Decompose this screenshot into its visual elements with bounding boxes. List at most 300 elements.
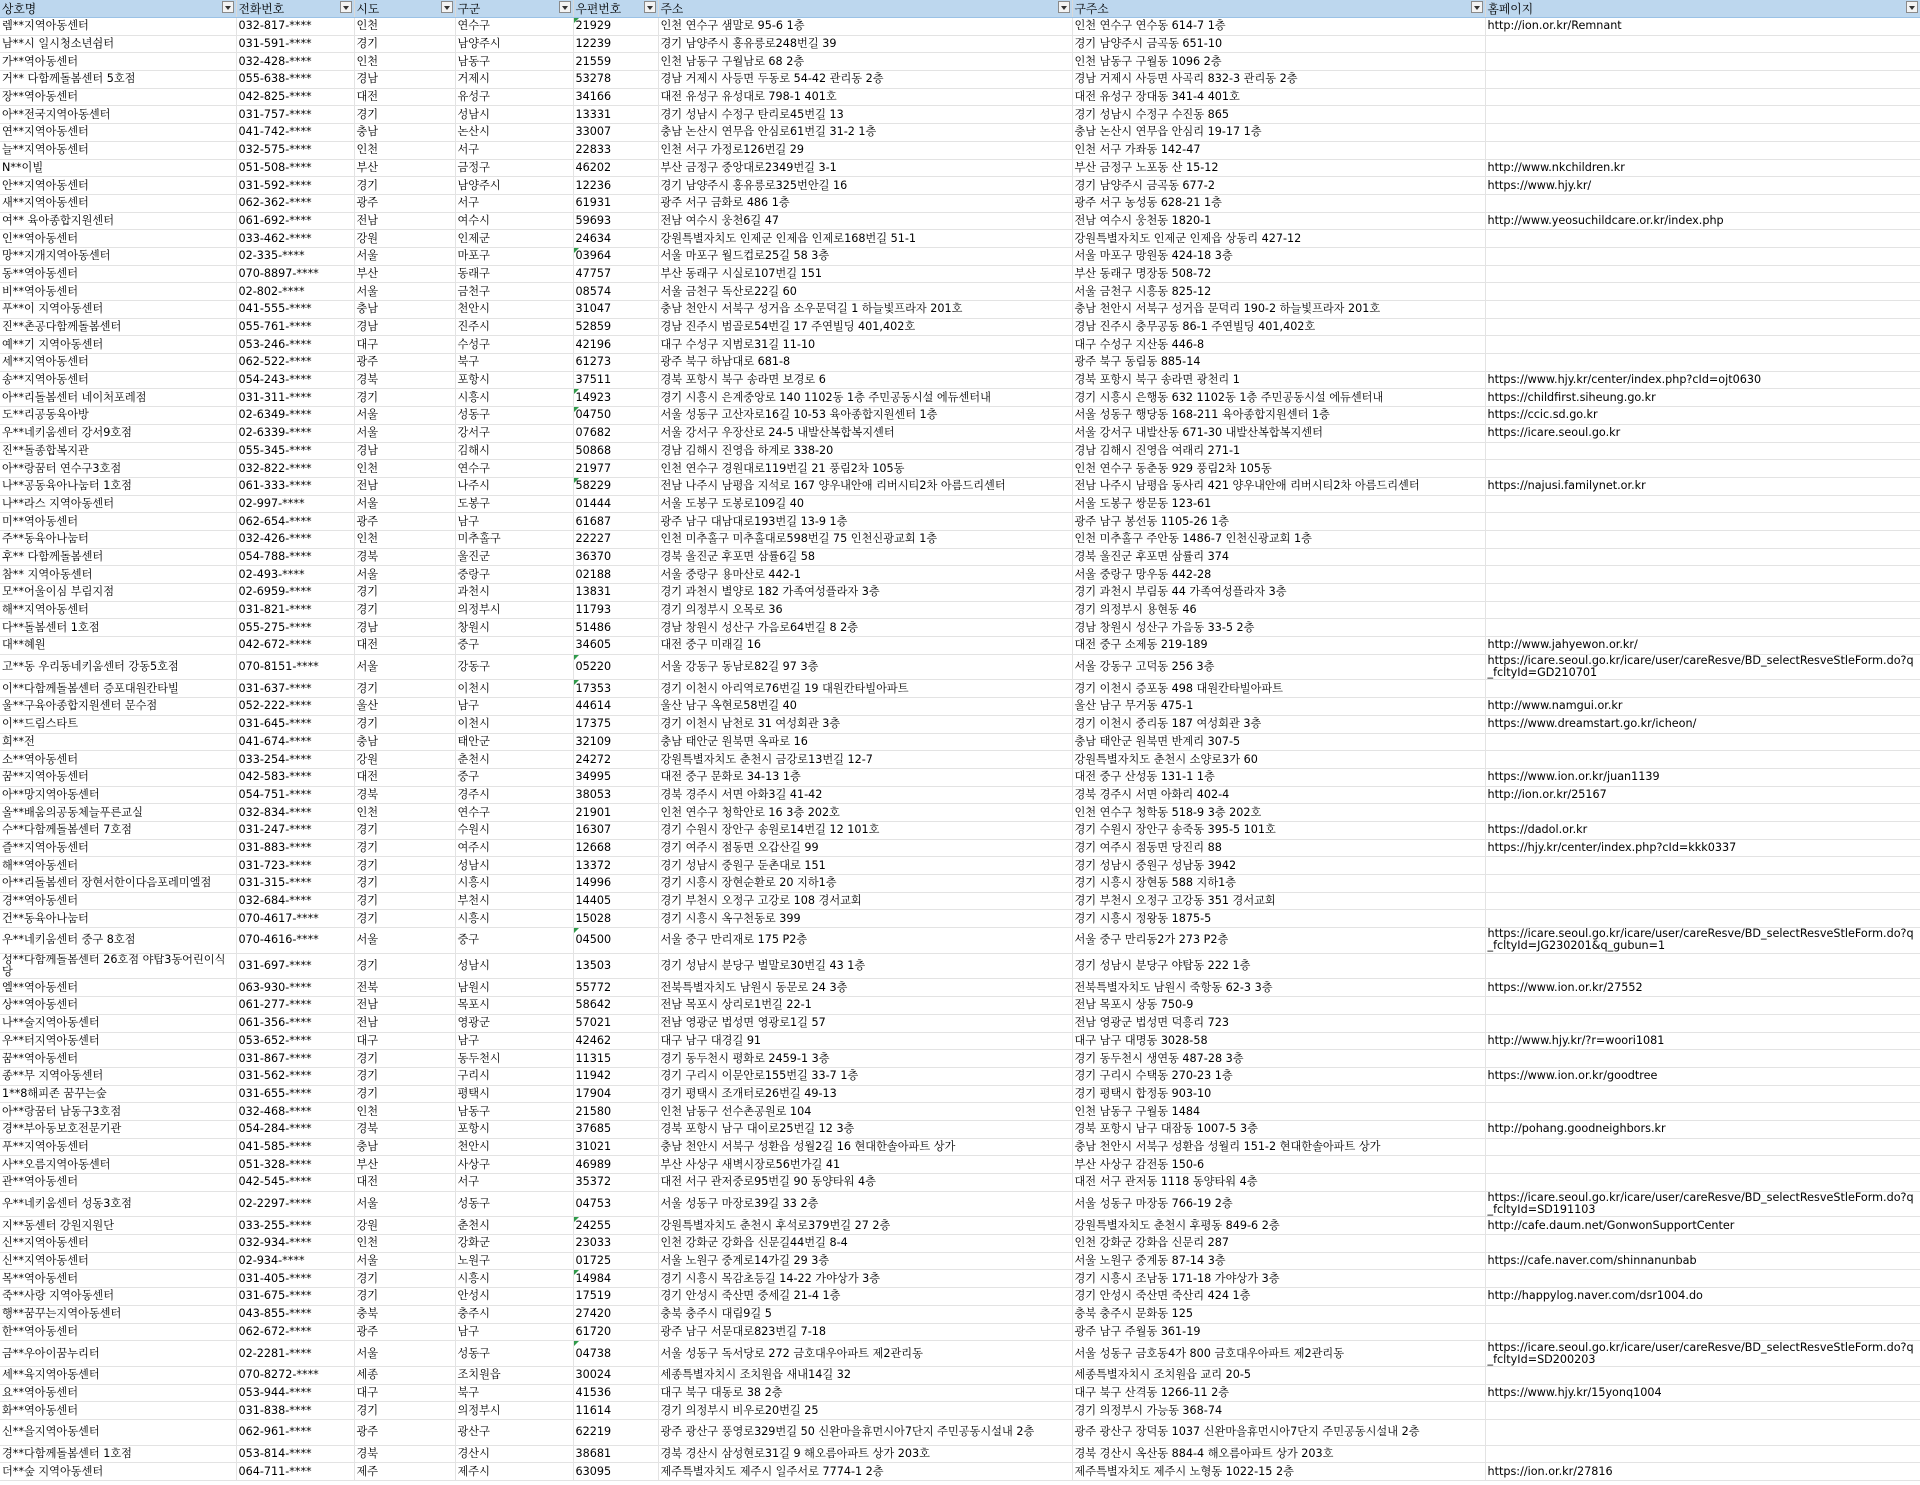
cell-phone[interactable]: 055-275-**** — [236, 619, 354, 637]
cell-sido[interactable]: 충남 — [354, 124, 455, 142]
cell-phone[interactable]: 032-934-**** — [236, 1235, 354, 1253]
cell-homepage[interactable]: http://www.yeosuchildcare.or.kr/index.php — [1485, 212, 1920, 230]
cell-old-address[interactable]: 서울 강서구 내발산동 671-30 내발산복합복지센터 — [1072, 424, 1485, 442]
cell-sido[interactable]: 경기 — [354, 1085, 455, 1103]
cell-phone[interactable]: 032-468-**** — [236, 1103, 354, 1121]
cell-name[interactable]: 화**역아동센터 — [0, 1402, 236, 1420]
cell-zipcode[interactable]: 31047 — [573, 301, 658, 319]
cell-gugun[interactable]: 동래구 — [455, 265, 573, 283]
cell-phone[interactable]: 061-277-**** — [236, 997, 354, 1015]
cell-gugun[interactable]: 서구 — [455, 194, 573, 212]
cell-gugun[interactable]: 남동구 — [455, 1103, 573, 1121]
cell-name[interactable]: 우**네키움센터 중구 8호점 — [0, 928, 236, 954]
cell-address[interactable]: 경북 경산시 삼성현로31길 9 해오름아파트 상가 203호 — [658, 1445, 1072, 1463]
cell-sido[interactable]: 전남 — [354, 212, 455, 230]
cell-old-address[interactable]: 세종특별자치시 조치원읍 교리 20-5 — [1072, 1366, 1485, 1384]
cell-address[interactable]: 부산 금정구 중앙대로2349번길 3-1 — [658, 159, 1072, 177]
cell-name[interactable]: 진**촌공다함께돌봄센터 — [0, 318, 236, 336]
cell-name[interactable]: 아**망지역아동센터 — [0, 786, 236, 804]
cell-sido[interactable]: 경기 — [354, 875, 455, 893]
cell-old-address[interactable]: 서울 성동구 금호동4가 800 금호대우아파트 제2관리동 — [1072, 1341, 1485, 1367]
cell-address[interactable]: 부산 사상구 새벽시장로56번가길 41 — [658, 1156, 1072, 1174]
column-header-homepage[interactable] — [1485, 0, 1920, 18]
cell-sido[interactable]: 경기 — [354, 601, 455, 619]
cell-sido[interactable]: 대전 — [354, 637, 455, 655]
cell-sido[interactable]: 인천 — [354, 18, 455, 36]
cell-gugun[interactable]: 성남시 — [455, 953, 573, 979]
cell-gugun[interactable]: 영광군 — [455, 1014, 573, 1032]
cell-gugun[interactable]: 금정구 — [455, 159, 573, 177]
cell-name[interactable]: 경**역아동센터 — [0, 892, 236, 910]
cell-address[interactable]: 경남 창원시 성산구 가음로64번길 8 2층 — [658, 619, 1072, 637]
cell-gugun[interactable]: 구리시 — [455, 1067, 573, 1085]
cell-address[interactable]: 전북특별자치도 남원시 동문로 24 3층 — [658, 979, 1072, 997]
filter-dropdown-icon[interactable] — [1906, 1, 1918, 13]
cell-phone[interactable]: 031-591-**** — [236, 35, 354, 53]
cell-homepage[interactable] — [1485, 106, 1920, 124]
cell-address[interactable]: 전남 나주시 남평읍 지석로 167 양우내안애 리버시티2차 아름드리센터 — [658, 477, 1072, 495]
cell-homepage[interactable] — [1485, 1445, 1920, 1463]
cell-homepage[interactable]: http://www.nkchildren.kr — [1485, 159, 1920, 177]
cell-phone[interactable]: 031-655-**** — [236, 1085, 354, 1103]
cell-address[interactable]: 경기 시흥시 옥구천동로 399 — [658, 910, 1072, 928]
cell-homepage[interactable] — [1485, 530, 1920, 548]
cell-zipcode[interactable]: 61273 — [573, 354, 658, 372]
cell-address[interactable]: 광주 서구 금화로 486 1층 — [658, 194, 1072, 212]
cell-address[interactable]: 인천 미추홀구 미추홀대로598번길 75 인천신광교회 1층 — [658, 530, 1072, 548]
cell-gugun[interactable]: 남구 — [455, 698, 573, 716]
cell-homepage[interactable] — [1485, 1323, 1920, 1341]
cell-homepage[interactable] — [1485, 1014, 1920, 1032]
cell-address[interactable]: 경북 포항시 남구 대이로25번길 12 3층 — [658, 1120, 1072, 1138]
column-header-phone[interactable] — [236, 0, 354, 18]
cell-sido[interactable]: 광주 — [354, 354, 455, 372]
cell-old-address[interactable]: 경기 부천시 오정구 고강동 351 경서교회 — [1072, 892, 1485, 910]
cell-sido[interactable]: 인천 — [354, 530, 455, 548]
cell-gugun[interactable]: 시흥시 — [455, 910, 573, 928]
cell-sido[interactable]: 충북 — [354, 1305, 455, 1323]
cell-old-address[interactable]: 경기 안성시 죽산면 죽산리 424 1층 — [1072, 1288, 1485, 1306]
cell-old-address[interactable]: 경기 평택시 합정동 903-10 — [1072, 1085, 1485, 1103]
cell-zipcode[interactable]: 04750 — [573, 407, 658, 425]
cell-old-address[interactable]: 경북 경주시 서면 아화리 402-4 — [1072, 786, 1485, 804]
cell-sido[interactable]: 경북 — [354, 548, 455, 566]
cell-phone[interactable]: 02-6959-**** — [236, 584, 354, 602]
cell-homepage[interactable] — [1485, 1156, 1920, 1174]
cell-address[interactable]: 인천 서구 가정로126번길 29 — [658, 141, 1072, 159]
cell-old-address[interactable]: 부산 금정구 노포동 산 15-12 — [1072, 159, 1485, 177]
cell-address[interactable]: 제주특별자치도 제주시 일주서로 7774-1 2층 — [658, 1463, 1072, 1481]
cell-homepage[interactable] — [1485, 997, 1920, 1015]
cell-gugun[interactable]: 서구 — [455, 141, 573, 159]
filter-dropdown-icon[interactable] — [1058, 1, 1070, 13]
cell-name[interactable]: 울**구육아종합지원센터 문수점 — [0, 698, 236, 716]
cell-gugun[interactable]: 제주시 — [455, 1463, 573, 1481]
cell-sido[interactable]: 인천 — [354, 1235, 455, 1253]
cell-phone[interactable]: 032-684-**** — [236, 892, 354, 910]
cell-old-address[interactable]: 충남 천안시 서북구 성환읍 성월리 151-2 현대한솔아파트 상가 — [1072, 1138, 1485, 1156]
cell-phone[interactable]: 031-883-**** — [236, 839, 354, 857]
cell-name[interactable]: 이**다함께돌봄센터 증포대원칸타빌 — [0, 680, 236, 698]
cell-address[interactable]: 인천 남동구 구월남로 68 2층 — [658, 53, 1072, 71]
cell-address[interactable]: 대구 북구 대동로 38 2층 — [658, 1384, 1072, 1402]
cell-address[interactable]: 서울 강서구 우장산로 24-5 내발산복합복지센터 — [658, 424, 1072, 442]
cell-old-address[interactable]: 경북 경산시 옥산동 884-4 해오름아파트 상가 203호 — [1072, 1445, 1485, 1463]
cell-gugun[interactable]: 미추홀구 — [455, 530, 573, 548]
cell-gugun[interactable]: 북구 — [455, 1384, 573, 1402]
cell-phone[interactable]: 055-638-**** — [236, 71, 354, 89]
cell-address[interactable]: 경기 시흥시 장현순환로 20 지하1층 — [658, 875, 1072, 893]
cell-homepage[interactable] — [1485, 1402, 1920, 1420]
cell-old-address[interactable]: 대구 남구 대명동 3028-58 — [1072, 1032, 1485, 1050]
cell-phone[interactable]: 062-522-**** — [236, 354, 354, 372]
cell-homepage[interactable] — [1485, 875, 1920, 893]
cell-name[interactable]: 한**역아동센터 — [0, 1323, 236, 1341]
cell-phone[interactable]: 031-562-**** — [236, 1067, 354, 1085]
cell-phone[interactable]: 032-822-**** — [236, 460, 354, 478]
cell-gugun[interactable]: 남구 — [455, 1323, 573, 1341]
cell-old-address[interactable]: 충남 논산시 연무읍 안심리 19-17 1층 — [1072, 124, 1485, 142]
cell-address[interactable]: 서울 중랑구 용마산로 442-1 — [658, 566, 1072, 584]
cell-homepage[interactable]: https://icare.seoul.go.kr — [1485, 424, 1920, 442]
cell-phone[interactable]: 031-697-**** — [236, 953, 354, 979]
cell-old-address[interactable]: 강원특별자치도 인제군 인제읍 상동리 427-12 — [1072, 230, 1485, 248]
cell-phone[interactable]: 02-6349-**** — [236, 407, 354, 425]
cell-address[interactable]: 전남 목포시 상리로1번길 22-1 — [658, 997, 1072, 1015]
cell-old-address[interactable]: 서울 마포구 망원동 424-18 3층 — [1072, 247, 1485, 265]
cell-old-address[interactable]: 경기 수원시 장안구 송죽동 395-5 101호 — [1072, 821, 1485, 839]
cell-old-address[interactable]: 전북특별자치도 남원시 죽항동 62-3 3층 — [1072, 979, 1485, 997]
cell-old-address[interactable]: 서울 성동구 마장동 766-19 2층 — [1072, 1191, 1485, 1217]
cell-old-address[interactable]: 경기 성남시 중원구 성남동 3942 — [1072, 857, 1485, 875]
cell-name[interactable]: 아**전국지역아동센터 — [0, 106, 236, 124]
cell-old-address[interactable]: 경기 남양주시 금곡동 677-2 — [1072, 177, 1485, 195]
cell-homepage[interactable] — [1485, 601, 1920, 619]
cell-address[interactable]: 서울 성동구 마장로39길 33 2층 — [658, 1191, 1072, 1217]
cell-name[interactable]: 나**공동육아나눔터 1호점 — [0, 477, 236, 495]
cell-name[interactable]: 상**역아동센터 — [0, 997, 236, 1015]
cell-gugun[interactable]: 여수시 — [455, 212, 573, 230]
cell-name[interactable]: 대**혜원 — [0, 637, 236, 655]
cell-homepage[interactable] — [1485, 584, 1920, 602]
cell-zipcode[interactable]: 35372 — [573, 1174, 658, 1192]
cell-address[interactable]: 서울 마포구 월드컵로25길 58 3층 — [658, 247, 1072, 265]
cell-name[interactable]: 해**역아동센터 — [0, 857, 236, 875]
cell-gugun[interactable]: 남구 — [455, 513, 573, 531]
cell-sido[interactable]: 경기 — [354, 389, 455, 407]
cell-gugun[interactable]: 이천시 — [455, 715, 573, 733]
cell-phone[interactable]: 033-462-**** — [236, 230, 354, 248]
cell-homepage[interactable] — [1485, 318, 1920, 336]
cell-name[interactable]: 해**지역아동센터 — [0, 601, 236, 619]
cell-old-address[interactable]: 충남 천안시 서북구 성거읍 문덕리 190-2 하늘빛프라자 201호 — [1072, 301, 1485, 319]
cell-gugun[interactable]: 평택시 — [455, 1085, 573, 1103]
cell-sido[interactable]: 서울 — [354, 247, 455, 265]
cell-old-address[interactable]: 서울 성동구 행당동 168-211 육아종합지원센터 1층 — [1072, 407, 1485, 425]
cell-sido[interactable]: 강원 — [354, 1217, 455, 1235]
cell-gugun[interactable]: 여주시 — [455, 839, 573, 857]
cell-zipcode[interactable]: 03964 — [573, 247, 658, 265]
cell-phone[interactable]: 061-333-**** — [236, 477, 354, 495]
cell-zipcode[interactable]: 62219 — [573, 1419, 658, 1445]
cell-phone[interactable]: 055-345-**** — [236, 442, 354, 460]
cell-old-address[interactable]: 서울 중구 만리동2가 273 P2층 — [1072, 928, 1485, 954]
cell-name[interactable]: 연**지역아동센터 — [0, 124, 236, 142]
cell-homepage[interactable]: https://cafe.naver.com/shinnanunbab — [1485, 1252, 1920, 1270]
cell-address[interactable]: 경북 울진군 후포면 삼률6길 58 — [658, 548, 1072, 566]
cell-old-address[interactable]: 경북 포항시 남구 대잠동 1007-5 3층 — [1072, 1120, 1485, 1138]
cell-gugun[interactable]: 거제시 — [455, 71, 573, 89]
cell-zipcode[interactable]: 57021 — [573, 1014, 658, 1032]
cell-phone[interactable]: 054-284-**** — [236, 1120, 354, 1138]
cell-name[interactable]: 아**랑꿈터 남동구3호점 — [0, 1103, 236, 1121]
cell-homepage[interactable] — [1485, 1366, 1920, 1384]
cell-homepage[interactable] — [1485, 953, 1920, 979]
cell-zipcode[interactable]: 59693 — [573, 212, 658, 230]
cell-name[interactable]: 신**지역아동센터 — [0, 1235, 236, 1253]
cell-homepage[interactable] — [1485, 495, 1920, 513]
cell-address[interactable]: 전남 여수시 웅천6길 47 — [658, 212, 1072, 230]
cell-old-address[interactable]: 경기 구리시 수택동 270-23 1층 — [1072, 1067, 1485, 1085]
cell-gugun[interactable]: 유성구 — [455, 88, 573, 106]
cell-sido[interactable]: 경남 — [354, 71, 455, 89]
cell-name[interactable]: 경**다함께돌봄센터 1호점 — [0, 1445, 236, 1463]
cell-homepage[interactable] — [1485, 1419, 1920, 1445]
cell-phone[interactable]: 031-405-**** — [236, 1270, 354, 1288]
cell-name[interactable]: 신**지역아동센터 — [0, 1252, 236, 1270]
cell-old-address[interactable]: 광주 북구 동림동 885-14 — [1072, 354, 1485, 372]
cell-phone[interactable]: 02-6339-**** — [236, 424, 354, 442]
cell-sido[interactable]: 경기 — [354, 106, 455, 124]
cell-zipcode[interactable]: 46989 — [573, 1156, 658, 1174]
cell-homepage[interactable]: http://happylog.naver.com/dsr1004.do — [1485, 1288, 1920, 1306]
cell-address[interactable]: 충남 태안군 원북면 옥파로 16 — [658, 733, 1072, 751]
cell-phone[interactable]: 033-254-**** — [236, 751, 354, 769]
cell-gugun[interactable]: 사상구 — [455, 1156, 573, 1174]
cell-zipcode[interactable]: 42196 — [573, 336, 658, 354]
filter-dropdown-icon[interactable] — [340, 1, 352, 13]
cell-phone[interactable]: 041-555-**** — [236, 301, 354, 319]
cell-sido[interactable]: 경기 — [354, 680, 455, 698]
cell-gugun[interactable]: 김해시 — [455, 442, 573, 460]
cell-sido[interactable]: 경북 — [354, 786, 455, 804]
cell-sido[interactable]: 경남 — [354, 442, 455, 460]
cell-zipcode[interactable]: 58229 — [573, 477, 658, 495]
cell-name[interactable]: 인**역아동센터 — [0, 230, 236, 248]
cell-old-address[interactable]: 광주 남구 봉선동 1105-26 1층 — [1072, 513, 1485, 531]
cell-homepage[interactable]: https://icare.seoul.go.kr/icare/user/careResve/BD_selectResveStleForm.do?q_fcltyId=JG230201&q_gubun=1 — [1485, 928, 1920, 954]
cell-old-address[interactable]: 전남 나주시 남평읍 동사리 421 양우내안애 리버시티2차 아름드리센터 — [1072, 477, 1485, 495]
cell-old-address[interactable]: 경북 울진군 후포면 삼률리 374 — [1072, 548, 1485, 566]
cell-zipcode[interactable]: 24255 — [573, 1217, 658, 1235]
cell-sido[interactable]: 인천 — [354, 1103, 455, 1121]
cell-homepage[interactable] — [1485, 194, 1920, 212]
cell-zipcode[interactable]: 17904 — [573, 1085, 658, 1103]
cell-address[interactable]: 서울 금천구 독산로22길 60 — [658, 283, 1072, 301]
cell-sido[interactable]: 경기 — [354, 953, 455, 979]
cell-gugun[interactable]: 북구 — [455, 354, 573, 372]
cell-address[interactable]: 경기 평택시 조개터로26번길 49-13 — [658, 1085, 1072, 1103]
cell-name[interactable]: 우**터지역아동센터 — [0, 1032, 236, 1050]
cell-homepage[interactable] — [1485, 1085, 1920, 1103]
cell-old-address[interactable]: 서울 도봉구 쌍문동 123-61 — [1072, 495, 1485, 513]
cell-address[interactable]: 충남 천안시 서북구 성환읍 성월2길 16 현대한솔아파트 상가 — [658, 1138, 1072, 1156]
cell-name[interactable]: 죽**사랑 지역아동센터 — [0, 1288, 236, 1306]
cell-old-address[interactable]: 인천 연수구 동춘동 929 풍림2차 105동 — [1072, 460, 1485, 478]
cell-old-address[interactable]: 인천 강화군 강화읍 신문리 287 — [1072, 1235, 1485, 1253]
cell-gugun[interactable]: 남양주시 — [455, 35, 573, 53]
cell-homepage[interactable] — [1485, 460, 1920, 478]
cell-homepage[interactable] — [1485, 354, 1920, 372]
cell-sido[interactable]: 전남 — [354, 997, 455, 1015]
cell-homepage[interactable]: https://www.ion.or.kr/juan1139 — [1485, 768, 1920, 786]
cell-gugun[interactable]: 의정부시 — [455, 1402, 573, 1420]
cell-gugun[interactable]: 남구 — [455, 1032, 573, 1050]
cell-name[interactable]: 즐**지역아동센터 — [0, 839, 236, 857]
cell-name[interactable]: 동**역아동센터 — [0, 265, 236, 283]
cell-zipcode[interactable]: 27420 — [573, 1305, 658, 1323]
cell-homepage[interactable] — [1485, 336, 1920, 354]
cell-name[interactable]: 금**우아이꿈누리터 — [0, 1341, 236, 1367]
cell-sido[interactable]: 서울 — [354, 424, 455, 442]
cell-phone[interactable]: 061-356-**** — [236, 1014, 354, 1032]
cell-old-address[interactable]: 인천 연수구 청학동 518-9 3층 202호 — [1072, 804, 1485, 822]
cell-phone[interactable]: 051-328-**** — [236, 1156, 354, 1174]
cell-sido[interactable]: 광주 — [354, 513, 455, 531]
cell-name[interactable]: 후** 다함께돌봄센터 — [0, 548, 236, 566]
cell-homepage[interactable]: http://ion.or.kr/25167 — [1485, 786, 1920, 804]
cell-old-address[interactable]: 강원특별자치도 춘천시 후평동 849-6 2층 — [1072, 1217, 1485, 1235]
cell-homepage[interactable] — [1485, 566, 1920, 584]
cell-name[interactable]: 망**지개지역아동센터 — [0, 247, 236, 265]
cell-name[interactable]: 희**전 — [0, 733, 236, 751]
cell-gugun[interactable]: 중구 — [455, 637, 573, 655]
cell-old-address[interactable]: 광주 서구 농성동 628-21 1층 — [1072, 194, 1485, 212]
cell-phone[interactable]: 070-4616-**** — [236, 928, 354, 954]
cell-sido[interactable]: 대전 — [354, 1174, 455, 1192]
cell-homepage[interactable] — [1485, 283, 1920, 301]
cell-sido[interactable]: 경기 — [354, 857, 455, 875]
cell-homepage[interactable]: https://www.hjy.kr/ — [1485, 177, 1920, 195]
cell-address[interactable]: 인천 연수구 경원대로119번길 21 풍림2차 105동 — [658, 460, 1072, 478]
cell-homepage[interactable] — [1485, 247, 1920, 265]
cell-homepage[interactable]: https://ion.or.kr/27816 — [1485, 1463, 1920, 1481]
cell-address[interactable]: 경남 김해시 진영읍 하계로 338-20 — [658, 442, 1072, 460]
cell-phone[interactable]: 064-711-**** — [236, 1463, 354, 1481]
cell-address[interactable]: 충남 천안시 서북구 성거읍 소우문덕길 1 하늘빛프라자 201호 — [658, 301, 1072, 319]
cell-name[interactable]: 새**지역아동센터 — [0, 194, 236, 212]
cell-gugun[interactable]: 수성구 — [455, 336, 573, 354]
cell-sido[interactable]: 경기 — [354, 1050, 455, 1068]
cell-address[interactable]: 경기 안성시 죽산면 중세길 21-4 1층 — [658, 1288, 1072, 1306]
cell-old-address[interactable]: 대전 서구 관저동 1118 동양타워 4층 — [1072, 1174, 1485, 1192]
cell-name[interactable]: 더**숲 지역아동센터 — [0, 1463, 236, 1481]
cell-gugun[interactable]: 진주시 — [455, 318, 573, 336]
cell-sido[interactable]: 서울 — [354, 1341, 455, 1367]
cell-address[interactable]: 대전 유성구 유성대로 798-1 401호 — [658, 88, 1072, 106]
cell-zipcode[interactable]: 22833 — [573, 141, 658, 159]
cell-old-address[interactable]: 경기 시흥시 정왕동 1875-5 — [1072, 910, 1485, 928]
cell-homepage[interactable] — [1485, 910, 1920, 928]
cell-homepage[interactable]: https://ccic.sd.go.kr — [1485, 407, 1920, 425]
cell-old-address[interactable]: 부산 동래구 명장동 508-72 — [1072, 265, 1485, 283]
cell-gugun[interactable]: 과천시 — [455, 584, 573, 602]
cell-name[interactable]: 다**돌봄센터 1호점 — [0, 619, 236, 637]
cell-homepage[interactable]: https://icare.seoul.go.kr/icare/user/careResve/BD_selectResveStleForm.do?q_fcltyId=SD200203 — [1485, 1341, 1920, 1367]
cell-sido[interactable]: 서울 — [354, 1191, 455, 1217]
cell-sido[interactable]: 경기 — [354, 177, 455, 195]
cell-gugun[interactable]: 포항시 — [455, 1120, 573, 1138]
cell-homepage[interactable] — [1485, 513, 1920, 531]
cell-sido[interactable]: 경기 — [354, 1270, 455, 1288]
cell-homepage[interactable] — [1485, 680, 1920, 698]
cell-zipcode[interactable]: 61720 — [573, 1323, 658, 1341]
cell-name[interactable]: 목**역아동센터 — [0, 1270, 236, 1288]
cell-gugun[interactable]: 중구 — [455, 768, 573, 786]
cell-homepage[interactable] — [1485, 124, 1920, 142]
cell-gugun[interactable]: 시흥시 — [455, 389, 573, 407]
cell-old-address[interactable]: 경남 진주시 충무공동 86-1 주연빌딩 401,402호 — [1072, 318, 1485, 336]
cell-zipcode[interactable]: 12239 — [573, 35, 658, 53]
cell-gugun[interactable]: 천안시 — [455, 301, 573, 319]
cell-address[interactable]: 경북 경주시 서면 아화3길 41-42 — [658, 786, 1072, 804]
cell-homepage[interactable] — [1485, 1103, 1920, 1121]
cell-sido[interactable]: 전남 — [354, 1014, 455, 1032]
cell-old-address[interactable]: 경기 동두천시 생연동 487-28 3층 — [1072, 1050, 1485, 1068]
cell-zipcode[interactable]: 14984 — [573, 1270, 658, 1288]
cell-name[interactable]: 경**부아동보호전문기관 — [0, 1120, 236, 1138]
cell-phone[interactable]: 031-315-**** — [236, 875, 354, 893]
cell-zipcode[interactable]: 24272 — [573, 751, 658, 769]
cell-gugun[interactable]: 시흥시 — [455, 1270, 573, 1288]
cell-name[interactable]: 아**리돌봄센터 네이처포레점 — [0, 389, 236, 407]
cell-name[interactable]: 주**동육아나눔터 — [0, 530, 236, 548]
cell-phone[interactable]: 033-255-**** — [236, 1217, 354, 1235]
cell-homepage[interactable] — [1485, 548, 1920, 566]
cell-gugun[interactable]: 연수구 — [455, 460, 573, 478]
cell-name[interactable]: 예**기 지역아동센터 — [0, 336, 236, 354]
cell-old-address[interactable]: 서울 강동구 고덕동 256 3층 — [1072, 654, 1485, 680]
cell-gugun[interactable]: 태안군 — [455, 733, 573, 751]
cell-name[interactable]: 가**역아동센터 — [0, 53, 236, 71]
cell-phone[interactable]: 053-944-**** — [236, 1384, 354, 1402]
cell-zipcode[interactable]: 36370 — [573, 548, 658, 566]
cell-homepage[interactable] — [1485, 892, 1920, 910]
cell-sido[interactable]: 울산 — [354, 698, 455, 716]
cell-sido[interactable]: 강원 — [354, 751, 455, 769]
cell-name[interactable]: 아**리돌봄센터 장현서한이다음포레미엘점 — [0, 875, 236, 893]
cell-gugun[interactable]: 중랑구 — [455, 566, 573, 584]
cell-phone[interactable]: 032-575-**** — [236, 141, 354, 159]
cell-sido[interactable]: 광주 — [354, 194, 455, 212]
cell-sido[interactable]: 광주 — [354, 1419, 455, 1445]
cell-gugun[interactable]: 성동구 — [455, 407, 573, 425]
cell-phone[interactable]: 031-723-**** — [236, 857, 354, 875]
cell-old-address[interactable]: 인천 남동구 구월동 1484 — [1072, 1103, 1485, 1121]
cell-gugun[interactable]: 춘천시 — [455, 751, 573, 769]
column-header-name[interactable] — [0, 0, 236, 18]
cell-gugun[interactable]: 나주시 — [455, 477, 573, 495]
cell-phone[interactable]: 041-585-**** — [236, 1138, 354, 1156]
cell-zipcode[interactable]: 46202 — [573, 159, 658, 177]
cell-homepage[interactable]: https://najusi.familynet.or.kr — [1485, 477, 1920, 495]
cell-gugun[interactable]: 포항시 — [455, 371, 573, 389]
cell-sido[interactable]: 서울 — [354, 566, 455, 584]
cell-zipcode[interactable]: 05220 — [573, 654, 658, 680]
cell-address[interactable]: 경남 진주시 범골로54번길 17 주연빌딩 401,402호 — [658, 318, 1072, 336]
cell-sido[interactable]: 경기 — [354, 584, 455, 602]
cell-homepage[interactable] — [1485, 301, 1920, 319]
